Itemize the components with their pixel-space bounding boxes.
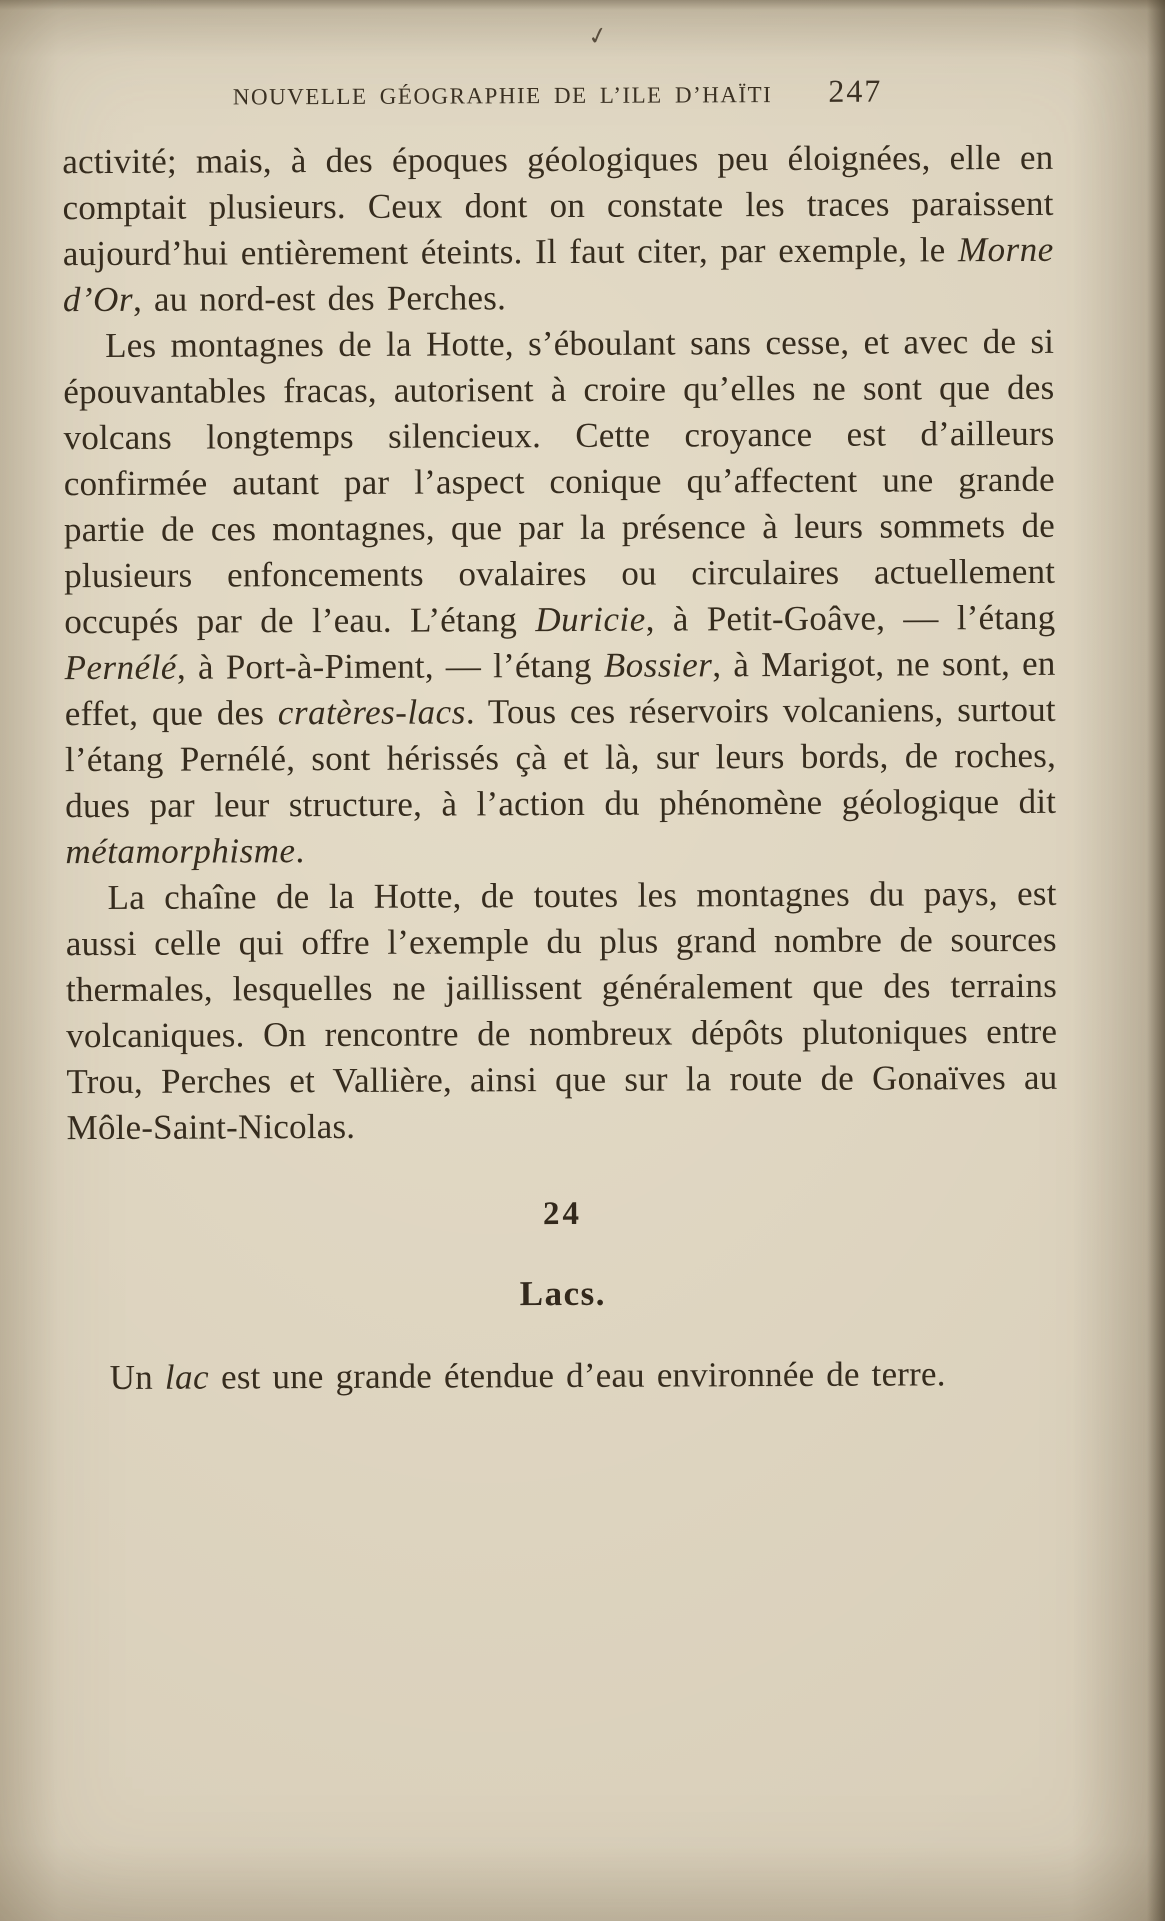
running-header xyxy=(62,72,1053,113)
paragraph-chaine-hotte: La chaîne de la Hotte, de toutes les montagnes du pays, est aussi celle qui offre l’exemple du plus grand nombre de sources thermales, lesquelles ne jaillissent généralement que des terrains volcaniques. On rencontre de nombreux dépôts plutoniques entre Trou, Perches et Vallière, ainsi que sur la route de Gonaïves au Môle-Saint-Nicolas. xyxy=(65,873,1058,1148)
scan-mark: ✓ xyxy=(585,22,611,52)
running-title: NOUVELLE GÉOGRAPHIE DE L’ILE D’HAÏTI xyxy=(232,82,773,110)
page-edge-shadow xyxy=(1147,0,1165,1921)
section-title: Lacs. xyxy=(519,1273,607,1314)
page-top-shadow xyxy=(0,0,1165,10)
page-number: 247 xyxy=(828,72,883,109)
paragraph-activite: activité; mais, à des époques géologiques peu éloignées, elle en comptait plusieurs. Ceux dont on constate les traces paraissent aujourd’hui entièrement éteints. Il faut citer, par exemple, le Morne d’Or, au nord-est des Perches. xyxy=(62,137,1054,320)
page-content xyxy=(62,72,1059,1401)
body-text xyxy=(62,135,1058,1401)
section-number: 24 xyxy=(542,1195,583,1233)
paragraph-montagnes-hotte: Les montagnes de la Hotte, s’éboulant sans cesse, et avec de si épouvantables fracas, autorisent à croire qu’elles ne sont que des volcans longtemps silencieux. Cette croyance est d’ailleurs confirmée autant par l’aspect conique qu’affectent une grande partie de ces montagnes, que par la présence à leurs sommets de plusieurs enfoncements ovalaires ou circulaires actuellement occupés par de l’eau. L’étang Duricie, à Petit-Goâve, — l’étang Pernélé, à Port-à-Piment, — l’étang Bossier, à Marigot, ne sont, en effet, que des cratères-lacs. Tous ces réservoirs volcaniens, surtout l’étang Pernélé, sont hérissés çà et là, sur leurs bords, de roches, dues par leur structure, à l’action du phénomène géologique dit métamorphisme. xyxy=(63,321,1057,872)
paragraph-lac-definition: Un lac est une grande étendue d’eau environnée de terre. xyxy=(109,1354,946,1397)
